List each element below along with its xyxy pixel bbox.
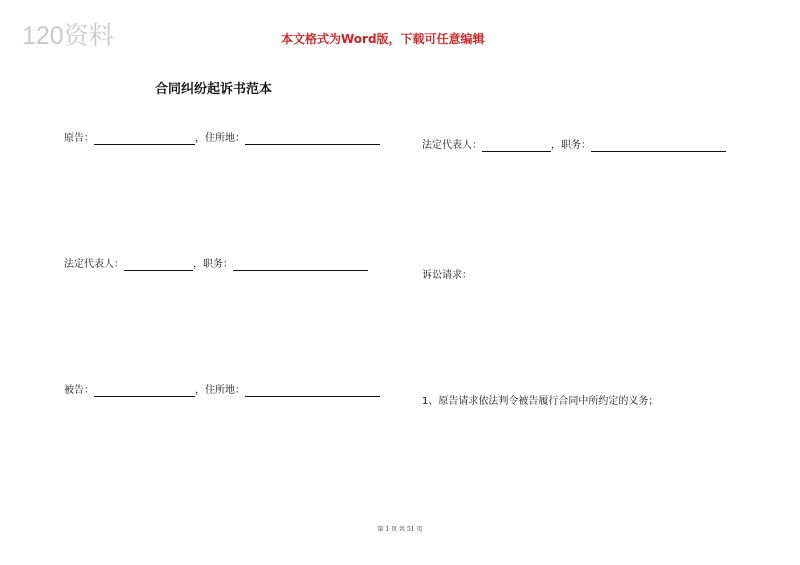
residence-blank[interactable] (245, 133, 380, 145)
plaintiff-field (64, 133, 380, 145)
defendant-blank[interactable] (94, 385, 195, 397)
format-notice: 本文格式为Word版，下载可任意编辑 (281, 32, 485, 46)
legal-rep-blank[interactable] (124, 259, 193, 271)
watermark-logo: 120资料 (22, 22, 114, 50)
claims-heading: 诉讼请求： (422, 270, 472, 281)
legal-rep-blank-right[interactable] (482, 140, 551, 152)
legal-rep-field-left (64, 259, 368, 271)
defendant-residence-blank[interactable] (245, 385, 380, 397)
position-label: ，职务： (193, 259, 233, 270)
position-blank[interactable] (233, 259, 368, 271)
plaintiff-blank[interactable] (94, 133, 195, 145)
plaintiff-label: 原告： (64, 133, 94, 144)
page-footer: 第 1 页 共 51 页 (377, 526, 423, 533)
document-title: 合同纠纷起诉书范本 (155, 82, 273, 97)
defendant-label: 被告： (64, 385, 94, 396)
defendant-field (64, 385, 380, 397)
defendant-residence-label: ，住所地： (195, 385, 245, 396)
position-label-right: ，职务： (551, 140, 591, 151)
residence-label: ，住所地： (195, 133, 245, 144)
legal-rep-field-right (422, 140, 726, 152)
position-blank-right[interactable] (591, 140, 726, 152)
legal-rep-label: 法定代表人： (64, 259, 124, 270)
claim-item-1: 1、原告请求依法判令被告履行合同中所约定的义务； (422, 396, 659, 407)
legal-rep-label-right: 法定代表人： (422, 140, 482, 151)
